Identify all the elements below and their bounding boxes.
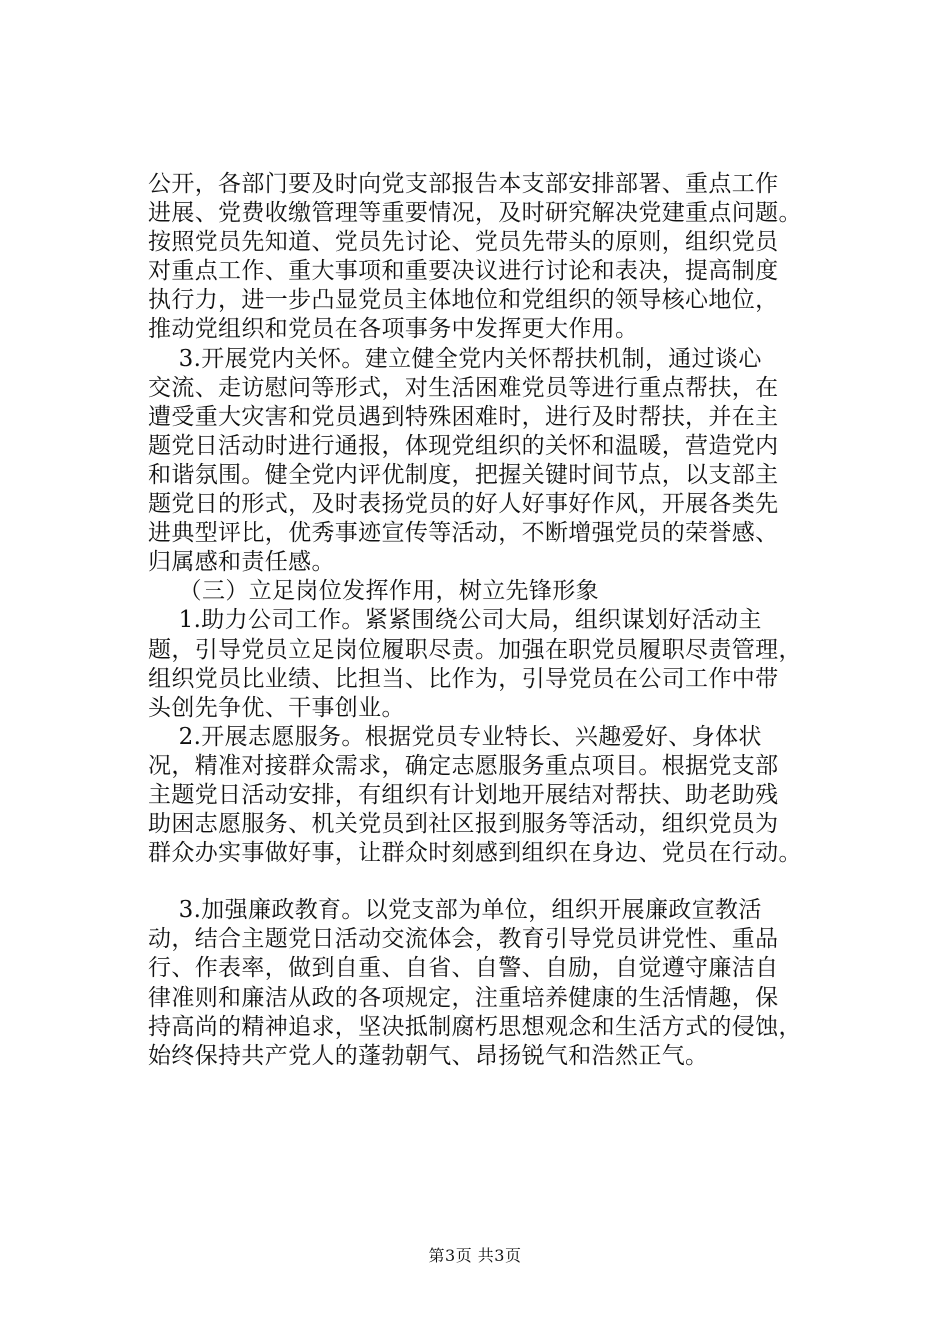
paragraph-spacer [148,868,848,896]
text-line: 推动党组织和党员在各项事务中发挥更大作用。 [148,316,639,343]
text-line: 3.加强廉政教育。以党支部为单位，组织开展廉政宣教活 [148,897,762,924]
page-number-label: 第3页 共3页 [428,1246,522,1265]
text-line: （三）立足岗位发挥作用，树立先锋形象 [148,578,599,605]
text-line: 按照党员先知道、党员先讨论、党员先带头的原则，组织党员 [148,229,779,256]
text-line: 对重点工作、重大事项和重要决议进行讨论和表决，提高制度 [148,258,779,285]
text-line: 组织党员比业绩、比担当、比作为，引导党员在公司工作中带 [148,665,779,692]
text-line: 2.开展志愿服务。根据党员专业特长、兴趣爱好、身体状 [148,723,762,750]
paragraph [148,723,848,868]
text-line: 交流、走访慰问等形式，对生活困难党员等进行重点帮扶，在 [148,374,779,401]
text-line: 律准则和廉洁从政的各项规定，注重培养健康的生活情趣，保 [148,984,779,1011]
text-line: 始终保持共产党人的蓬勃朝气、昂扬锐气和浩然正气。 [148,1042,709,1069]
section-heading [148,577,848,606]
text-line: 公开，各部门要及时向党支部报告本支部安排部署、重点工作 [148,171,779,197]
text-line: 题党日活动时进行通报，体现党组织的关怀和温暖，营造党内 [148,432,779,459]
text-line: 1.助力公司工作。紧紧围绕公司大局，组织谋划好活动主 [148,607,762,634]
text-line: 执行力，进一步凸显党员主体地位和党组织的领导核心地位， [148,287,779,314]
document-body [148,170,848,1071]
paragraph [148,345,848,578]
text-line: 助困志愿服务、机关党员到社区报到服务等活动，组织党员为 [148,811,779,838]
text-line: 进展、党费收缴管理等重要情况，及时研究解决党建重点问题。 [148,200,802,227]
text-line: 动，结合主题党日活动交流体会，教育引导党员讲党性、重品 [148,926,779,953]
text-line: 群众办实事做好事，让群众时刻感到组织在身边、党员在行动。 [148,840,802,867]
text-line: 进典型评比，优秀事迹宣传等活动，不断增强党员的荣誉感、 [148,520,779,547]
text-line: 行、作表率，做到自重、自省、自警、自励，自觉遵守廉洁自 [148,955,779,982]
paragraph [148,606,848,722]
text-line: 3.开展党内关怀。建立健全党内关怀帮扶机制，通过谈心 [148,345,762,372]
text-line: 持高尚的精神追求，坚决抵制腐朽思想观念和生活方式的侵蚀， [148,1013,802,1040]
page-footer [0,1246,950,1266]
text-line: 况，精准对接群众需求，确定志愿服务重点项目。根据党支部 [148,752,779,779]
text-line: 头创先争优、干事创业。 [148,694,405,721]
paragraph [148,170,848,345]
text-line: 和谐氛围。健全党内评优制度，把握关键时间节点，以支部主 [148,461,779,488]
paragraph [148,896,848,1071]
text-line: 归属感和责任感。 [148,549,335,576]
text-line: 主题党日活动安排，有组织有计划地开展结对帮扶、助老助残 [148,781,779,808]
text-line: 题党日的形式，及时表扬党员的好人好事好作风，开展各类先 [148,491,779,518]
text-line: 遭受重大灾害和党员遇到特殊困难时，进行及时帮扶，并在主 [148,403,779,430]
text-line: 题，引导党员立足岗位履职尽责。加强在职党员履职尽责管理， [148,636,802,663]
